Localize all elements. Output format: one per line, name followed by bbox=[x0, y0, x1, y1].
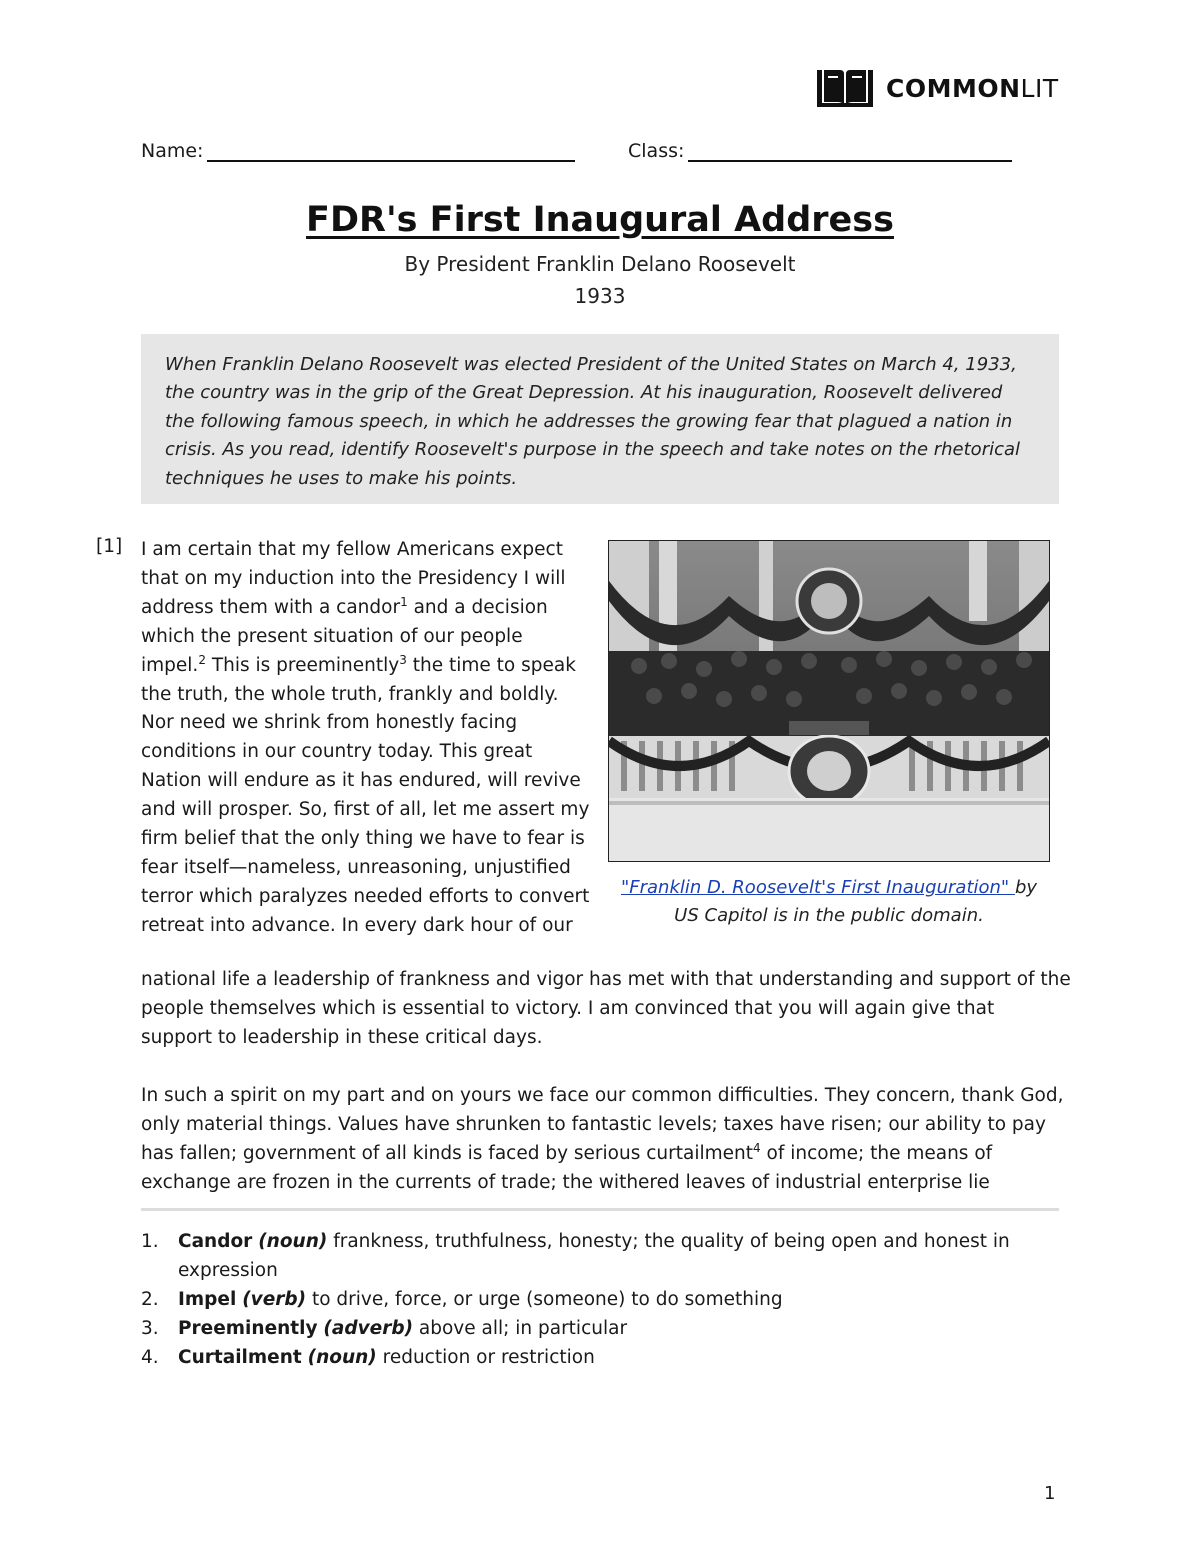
intro-box: When Franklin Delano Roosevelt was elected President of the United States on March 4, 1933, the country was in the grip of the Great Depression. At his inauguration, Roosevelt delivered the following famous speech, in which he addresses the growing fear that plagued a nation in crisis. As you read, identify Roosevelt's purpose in the speech and take notes on the rhetorical techniques he uses to make his points. bbox=[141, 334, 1059, 504]
publication-year: 1933 bbox=[574, 284, 626, 308]
class-blank-line[interactable] bbox=[688, 140, 1012, 162]
footnote-item: 2. Impel (verb) to drive, force, or urge (someone) to do something bbox=[141, 1288, 783, 1310]
commonlit-logo[interactable] bbox=[816, 66, 1059, 110]
footnotes-list bbox=[141, 1228, 1059, 1373]
speech-paragraph-1-column: I am certain that my fellow Americans expect that on my induction into the Presidency I will address them with a candor$^1$ and a decision which the present situation of our people impel.$^2$ This is preeminently$^3$ the time to speak the truth, the whole truth, frankly and boldly. Nor need we shrink from honestly facing conditions in our country today. This great Nation will endure as it has endured, will revive and will prosper. So, first of all, let me assert my firm belief that the only thing we have to fear is fear itself—nameless, unreasoning, unjustified terror which paralyzes needed efforts to convert retreat into advance. In every dark hour of our bbox=[141, 539, 590, 936]
footnote-divider bbox=[141, 1208, 1059, 1211]
footnote-item: 1. Candor (noun) frankness, truthfulness, honesty; the quality of being open and honest in expression bbox=[141, 1231, 1010, 1281]
photo-source-link[interactable]: "Franklin D. Roosevelt's First Inauguration" bbox=[620, 877, 1015, 898]
footnote-ref-2[interactable]: 2 bbox=[198, 652, 206, 667]
photo-caption: "Franklin D. Roosevelt's First Inauguration" by US Capitol is in the public domain. bbox=[620, 877, 1038, 927]
open-book-icon bbox=[816, 68, 874, 108]
speech-paragraph-1-continued: national life a leadership of frankness and vigor has met with that understanding and support of the people themselves which is essential to victory. I am convinced that you will again give that support to leadership in these critical days. bbox=[141, 969, 1071, 1048]
paragraph-number: [1] bbox=[96, 536, 123, 557]
page-number: 1 bbox=[1044, 1483, 1056, 1504]
class-label: Class: bbox=[628, 140, 685, 162]
brand-name: COMMONLIT bbox=[886, 73, 1059, 103]
footnote-ref-1[interactable]: 1 bbox=[400, 594, 408, 609]
name-field[interactable] bbox=[141, 140, 575, 162]
footnote-item: 4. Curtailment (noun) reduction or restriction bbox=[141, 1346, 595, 1368]
page-title: FDR's First Inaugural Address bbox=[306, 200, 894, 240]
inauguration-photo bbox=[608, 540, 1050, 862]
name-label: Name: bbox=[141, 140, 204, 162]
speech-paragraph-2: In such a spirit on my part and on yours we face our common difficulties. They concern, thank God, only material things. Values have shrunken to fantastic levels; taxes have risen; our ability to pay has fallen; government of all kinds is faced by serious curtailment$^4$ of income; the means of exchange are frozen in the currents of trade; the withered leaves of industrial enterprise lie bbox=[141, 1085, 1064, 1193]
author-byline: By President Franklin Delano Roosevelt bbox=[404, 252, 796, 276]
footnote-item: 3. Preeminently (adverb) above all; in particular bbox=[141, 1317, 628, 1339]
footnote-ref-3[interactable]: 3 bbox=[399, 652, 407, 667]
footnote-ref-4[interactable]: 4 bbox=[752, 1140, 761, 1155]
class-field[interactable] bbox=[628, 140, 1012, 162]
name-blank-line[interactable] bbox=[207, 140, 575, 162]
